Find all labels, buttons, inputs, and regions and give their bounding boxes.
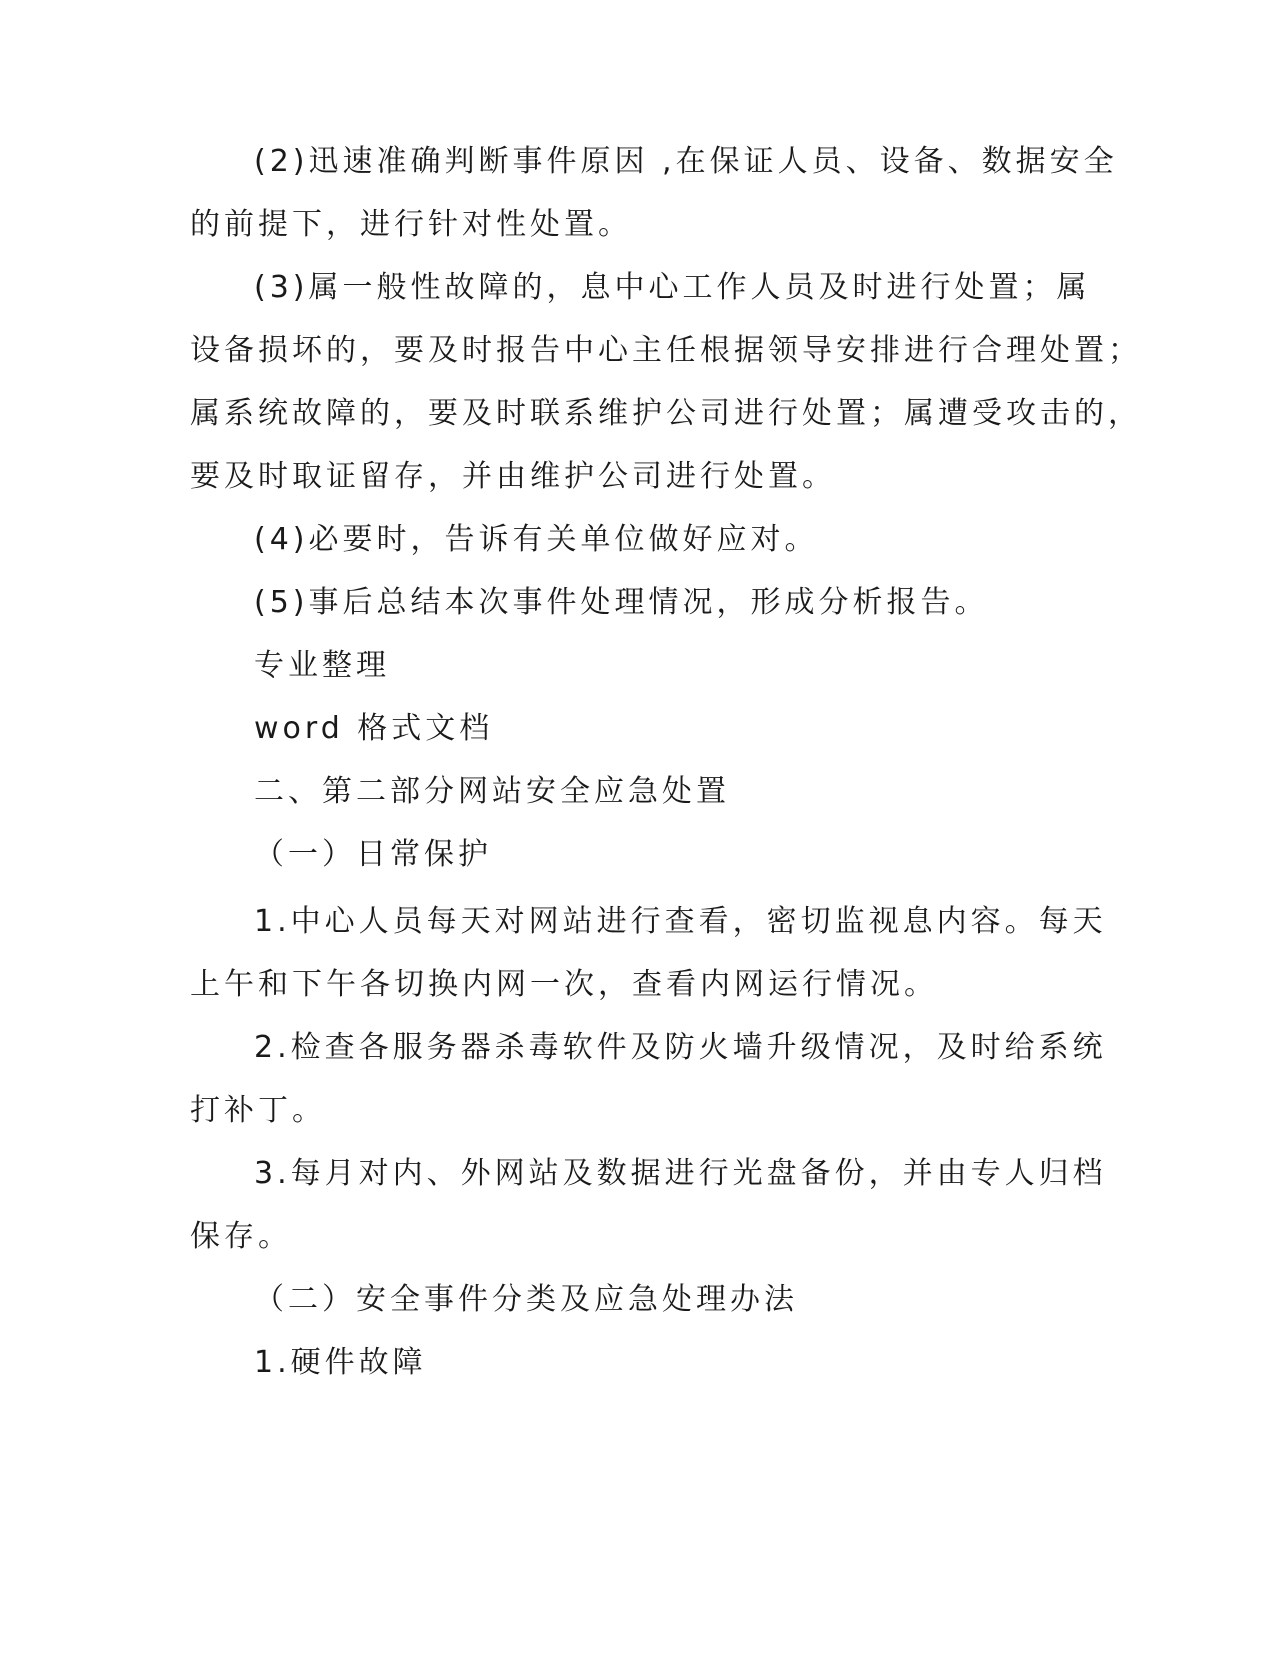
section-heading: 二、第二部分网站安全应急处置	[254, 774, 730, 809]
subsection-heading: （二）安全事件分类及应急处理办法	[254, 1282, 798, 1317]
page-footer-label: 专业整理	[254, 648, 390, 683]
paragraph-line: (4)必要时，告诉有关单位做好应对。	[254, 522, 819, 557]
paragraph-line: 设备损坏的，要及时报告中心主任根据领导安排进行合理处置；	[190, 333, 1142, 368]
paragraph-line: (3)属一般性故障的，息中心工作人员及时进行处置；属	[254, 270, 1091, 305]
paragraph-line: 上午和下午各切换内网一次，查看内网运行情况。	[190, 967, 938, 1002]
paragraph-line: 保存。	[190, 1219, 292, 1254]
paragraph-line: 2.检查各服务器杀毒软件及防火墙升级情况，及时给系统	[254, 1030, 1107, 1065]
item-heading: 1.硬件故障	[254, 1345, 427, 1380]
paragraph-line: 的前提下，进行针对性处置。	[190, 207, 632, 242]
page-header-label: word 格式文档	[254, 711, 494, 746]
paragraph-line: (2)迅速准确判断事件原因 ,在保证人员、设备、数据安全	[254, 144, 1118, 179]
paragraph-line: 属系统故障的，要及时联系维护公司进行处置；属遭受攻击的，	[190, 396, 1142, 431]
paragraph-line: (5)事后总结本次事件处理情况，形成分析报告。	[254, 585, 989, 620]
paragraph-line: 打补丁。	[190, 1093, 326, 1128]
paragraph-line: 3.每月对内、外网站及数据进行光盘备份，并由专人归档	[254, 1156, 1107, 1191]
paragraph-line: 要及时取证留存，并由维护公司进行处置。	[190, 459, 836, 494]
paragraph-line: 1.中心人员每天对网站进行查看，密切监视息内容。每天	[254, 904, 1107, 939]
subsection-heading: （一）日常保护	[254, 837, 492, 872]
